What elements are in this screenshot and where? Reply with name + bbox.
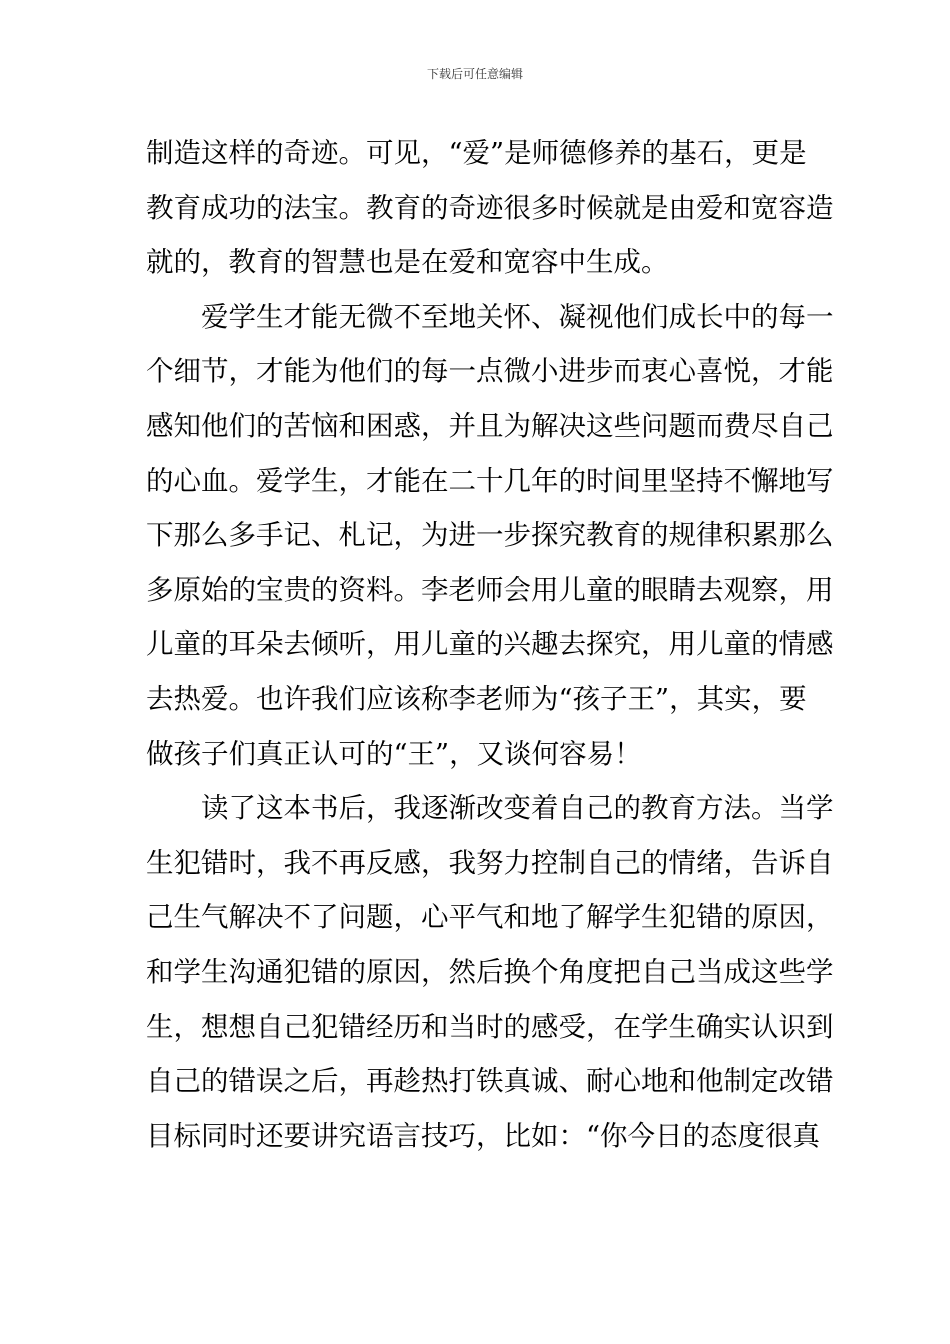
page-header: 下载后可任意编辑 xyxy=(426,67,523,81)
text-line: 就的，教育的智慧也是在爱和宽容中生成。 xyxy=(146,246,669,279)
text-line: 儿童的耳朵去倾听，用儿童的兴趣去探究，用儿童的情感 xyxy=(146,628,834,661)
text-line: 读了这本书后，我逐渐改变着自己的教育方法。当学 xyxy=(201,792,834,825)
text-line: 己生气解决不了问题，心平气和地了解学生犯错的原因， xyxy=(146,901,834,934)
text-line: 爱学生才能无微不至地关怀、凝视他们成长中的每一 xyxy=(201,300,834,333)
text-line: 个细节，才能为他们的每一点微小进步而衷心喜悦，才能 xyxy=(146,355,834,388)
document-body xyxy=(146,126,834,1163)
text-line: 多原始的宝贵的资料。李老师会用儿童的眼睛去观察，用 xyxy=(146,573,834,606)
text-line: 自己的错误之后，再趁热打铁真诚、耐心地和他制定改错 xyxy=(146,1065,834,1098)
text-line: 制造这样的奇迹。可见，“爱”是师德修养的基石，更是 xyxy=(146,137,807,169)
text-line: 下那么多手记、札记，为进一步探究教育的规律积累那么 xyxy=(146,519,834,552)
text-line: 做孩子们真正认可的“王”，又谈何容易！ xyxy=(146,737,642,770)
text-line: 感知他们的苦恼和困惑，并且为解决这些问题而费尽自己 xyxy=(146,409,834,442)
text-line: 生，想想自己犯错经历和当时的感受，在学生确实认识到 xyxy=(146,1010,834,1043)
text-line: 教育成功的法宝。教育的奇迹很多时候就是由爱和宽容造 xyxy=(146,191,834,224)
text-line: 和学生沟通犯错的原因，然后换个角度把自己当成这些学 xyxy=(146,955,834,988)
text-line: 目标同时还要讲究语言技巧，比如：“你今日的态度很真 xyxy=(146,1119,821,1152)
text-line: 去热爱。也许我们应该称李老师为“孩子王”，其实，要 xyxy=(146,682,807,715)
text-line: 的心血。爱学生，才能在二十几年的时间里坚持不懈地写 xyxy=(146,464,834,497)
text-line: 生犯错时，我不再反感，我努力控制自己的情绪，告诉自 xyxy=(146,846,834,879)
